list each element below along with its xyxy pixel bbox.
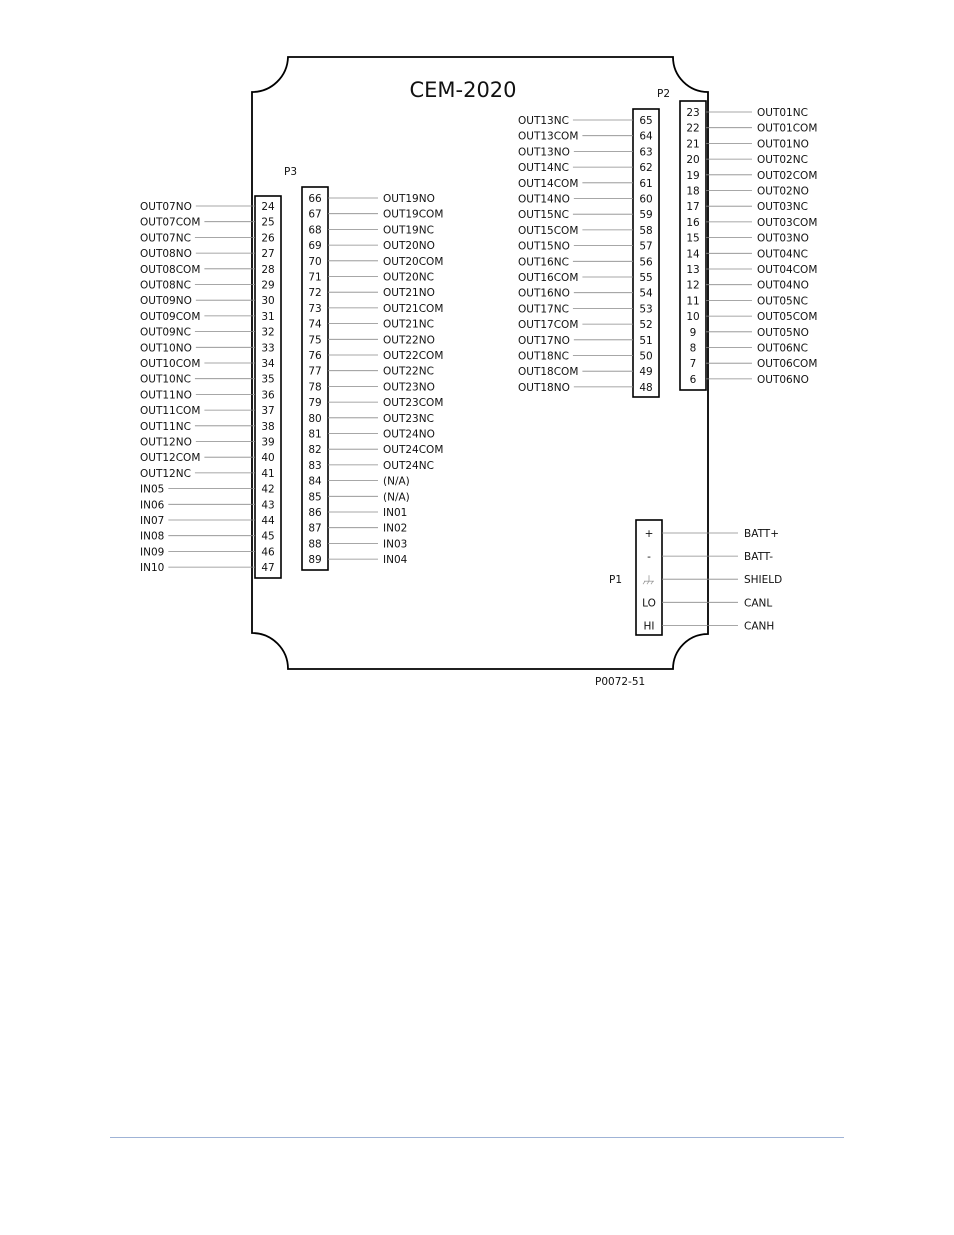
- pin-number: 10: [686, 311, 700, 324]
- pin-label: OUT02NO: [757, 185, 809, 198]
- pin-number: 52: [639, 319, 653, 332]
- pin-number: 44: [261, 515, 275, 527]
- pin-label: OUT20COM: [383, 255, 444, 268]
- pin-number: 87: [308, 522, 322, 535]
- pin-label: OUT15COM: [518, 224, 579, 237]
- pin-number: 37: [261, 405, 275, 418]
- pin-label: OUT07COM: [140, 216, 201, 229]
- pin-label: OUT23NC: [383, 412, 434, 425]
- pin-label: OUT10NO: [140, 342, 192, 355]
- pin-number: 69: [308, 240, 322, 253]
- pin-number: 14: [686, 248, 700, 261]
- pin-label: OUT19NC: [383, 224, 434, 237]
- pin-number: 13: [686, 264, 700, 276]
- pin-label: IN08: [140, 530, 165, 543]
- pin-label: OUT02NC: [757, 154, 808, 167]
- pin-number: 15: [686, 232, 700, 245]
- pin-number: 63: [639, 146, 653, 159]
- pin-number: 22: [686, 122, 700, 135]
- pin-number: HI: [643, 620, 655, 633]
- pin-label: OUT11NC: [140, 420, 191, 433]
- pin-number: 58: [639, 224, 653, 237]
- pin-label: OUT07NO: [140, 201, 192, 213]
- pin-number: 38: [261, 420, 275, 433]
- pin-label: CANH: [744, 620, 775, 633]
- pin-number: 82: [308, 444, 322, 457]
- pin-label: OUT18NC: [518, 350, 569, 363]
- pin-label: OUT11NO: [140, 389, 192, 402]
- pin-label: OUT16NC: [518, 256, 569, 269]
- pin-label: SHIELD: [744, 574, 783, 587]
- pin-label: OUT06NO: [757, 373, 809, 386]
- connector-p2-name: P2: [657, 88, 671, 100]
- device-title: CEM-2020: [409, 78, 517, 102]
- pin-label: OUT24COM: [383, 444, 444, 457]
- pin-number: 17: [686, 201, 700, 214]
- pin-label: OUT02COM: [757, 169, 818, 182]
- pin-number: 12: [686, 279, 700, 292]
- pin-number: 59: [639, 209, 653, 222]
- connector-p3-name: P3: [284, 166, 298, 178]
- pin-label: IN09: [140, 546, 165, 559]
- pin-label: OUT09NC: [140, 326, 191, 339]
- pin-number: 20: [686, 154, 700, 167]
- pin-number: 70: [308, 255, 322, 268]
- pin-label: OUT12NC: [140, 467, 191, 480]
- pin-label: OUT03NO: [757, 232, 809, 245]
- pin-number: 34: [261, 358, 275, 370]
- pin-number: 31: [261, 310, 275, 323]
- pin-number: 85: [308, 491, 322, 504]
- pin-label: OUT06NC: [757, 342, 808, 355]
- pin-label: OUT21NC: [383, 318, 434, 331]
- pin-label: OUT17NO: [518, 334, 570, 347]
- pin-number: 8: [689, 342, 697, 355]
- pin-label: OUT08NO: [140, 248, 192, 261]
- pin-label: BATT+: [744, 528, 780, 540]
- pin-number: 66: [308, 193, 322, 205]
- pin-label: IN02: [383, 522, 408, 535]
- pin-label: OUT05COM: [757, 311, 818, 324]
- pin-label: IN04: [383, 554, 408, 567]
- pin-label: IN03: [383, 538, 408, 551]
- pin-number: 55: [639, 272, 653, 284]
- pin-number: 56: [639, 256, 653, 269]
- pin-label: OUT24NC: [383, 459, 434, 472]
- pin-number: 89: [308, 554, 322, 567]
- pin-number: 81: [308, 428, 322, 441]
- pin-label: OUT19COM: [383, 208, 444, 221]
- pin-label: OUT14NO: [518, 193, 570, 206]
- pin-number: 6: [689, 373, 697, 386]
- pin-label: OUT22COM: [383, 350, 444, 362]
- chassis-ground-icon: [643, 575, 654, 584]
- pin-number: 40: [261, 452, 275, 465]
- pin-number: 36: [261, 389, 275, 402]
- pin-number: 54: [639, 287, 653, 300]
- pin-label: OUT08COM: [140, 263, 201, 276]
- pin-number: 51: [639, 334, 653, 347]
- pin-label: OUT05NC: [757, 295, 808, 308]
- pin-number: 48: [639, 381, 653, 394]
- pin-number: 28: [261, 263, 275, 276]
- pin-number: 83: [308, 459, 322, 472]
- pin-number: 27: [261, 248, 275, 261]
- pin-number: 39: [261, 436, 275, 449]
- pin-label: OUT21NO: [383, 287, 435, 300]
- pin-number: 68: [308, 224, 322, 237]
- pin-number: 23: [686, 107, 700, 119]
- pin-number: -: [647, 551, 651, 564]
- pin-label: OUT15NC: [518, 209, 569, 222]
- pin-label: CANL: [744, 597, 773, 610]
- pin-label: OUT12COM: [140, 452, 201, 465]
- pin-label: OUT06COM: [757, 358, 818, 371]
- pin-number: 49: [639, 366, 653, 379]
- pin-number: 25: [261, 216, 275, 229]
- pin-number: 79: [308, 397, 322, 410]
- pin-number: 53: [639, 303, 653, 316]
- pin-label: OUT13NC: [518, 115, 569, 127]
- pin-label: OUT10NC: [140, 373, 191, 386]
- pin-label: OUT18NO: [518, 381, 570, 394]
- pin-label: OUT22NO: [383, 334, 435, 347]
- pin-label: IN01: [383, 507, 408, 519]
- pin-number: 9: [689, 326, 697, 339]
- pin-label: OUT10COM: [140, 358, 201, 370]
- pin-number: 65: [639, 115, 653, 127]
- pin-label: BATT-: [744, 551, 774, 564]
- pin-number: 57: [639, 240, 653, 253]
- pin-label: OUT13COM: [518, 130, 579, 143]
- pin-number: 18: [686, 185, 700, 198]
- pin-label: OUT17NC: [518, 303, 569, 316]
- pin-number: 88: [308, 538, 322, 551]
- pin-number: 86: [308, 507, 322, 519]
- pin-label: IN05: [140, 483, 165, 496]
- pin-number: 32: [261, 326, 275, 339]
- pin-number: 84: [308, 475, 322, 488]
- pin-number: 60: [639, 193, 653, 206]
- pin-label: OUT23NO: [383, 381, 435, 394]
- pin-number: 71: [308, 271, 322, 284]
- pin-number: 78: [308, 381, 322, 394]
- pin-label: OUT09NO: [140, 295, 192, 308]
- pin-label: OUT07NC: [140, 232, 191, 245]
- pin-label: OUT20NC: [383, 271, 434, 284]
- pin-label: OUT01NC: [757, 107, 808, 119]
- pin-label: OUT11COM: [140, 405, 201, 418]
- pin-number: 76: [308, 350, 322, 362]
- pin-number: 41: [261, 467, 275, 480]
- pin-label: OUT22NC: [383, 365, 434, 378]
- pin-label: OUT04COM: [757, 264, 818, 276]
- pin-label: OUT17COM: [518, 319, 579, 332]
- pin-number: 29: [261, 279, 275, 292]
- pin-number: 62: [639, 162, 653, 175]
- pin-label: OUT04NC: [757, 248, 808, 261]
- pin-number: 47: [261, 562, 275, 575]
- pin-number: 74: [308, 318, 322, 331]
- pin-label: OUT21COM: [383, 302, 444, 315]
- pin-number: 45: [261, 530, 275, 543]
- pin-number: 33: [261, 342, 275, 355]
- pin-label: OUT16COM: [518, 272, 579, 284]
- pin-number: 43: [261, 499, 275, 512]
- pin-label: IN10: [140, 562, 165, 575]
- pin-number: 30: [261, 295, 275, 308]
- pin-label: (N/A): [383, 491, 410, 504]
- pin-label: OUT20NO: [383, 240, 435, 253]
- pin-number: 64: [639, 130, 653, 143]
- pin-number: 50: [639, 350, 653, 363]
- pin-label: OUT01COM: [757, 122, 818, 135]
- pin-number: 24: [261, 201, 275, 213]
- pin-label: OUT03NC: [757, 201, 808, 214]
- pin-number: 46: [261, 546, 275, 559]
- pin-number: 42: [261, 483, 275, 496]
- pin-label: OUT01NO: [757, 138, 809, 151]
- pin-number: 72: [308, 287, 322, 300]
- pin-label: (N/A): [383, 475, 410, 488]
- pin-number: 77: [308, 365, 322, 378]
- pin-number: 26: [261, 232, 275, 245]
- pin-number: 21: [686, 138, 700, 151]
- pin-number: 67: [308, 208, 322, 221]
- pin-label: OUT05NO: [757, 326, 809, 339]
- pin-label: IN07: [140, 515, 165, 527]
- pin-number: 19: [686, 169, 700, 182]
- pin-label: OUT24NO: [383, 428, 435, 441]
- pin-label: OUT08NC: [140, 279, 191, 292]
- pin-label: IN06: [140, 499, 165, 512]
- pin-label: OUT04NO: [757, 279, 809, 292]
- pin-number: 80: [308, 412, 322, 425]
- connector-p1-name: P1: [609, 574, 623, 586]
- pin-number: 35: [261, 373, 275, 386]
- pin-number: 61: [639, 177, 653, 190]
- pin-label: OUT09COM: [140, 310, 201, 323]
- pin-number: 16: [686, 216, 700, 229]
- pin-label: OUT03COM: [757, 216, 818, 229]
- pin-number: 7: [689, 358, 697, 371]
- figure-id: P0072-51: [595, 676, 646, 688]
- pin-number: LO: [642, 597, 656, 610]
- pin-label: OUT14NC: [518, 162, 569, 175]
- pin-label: OUT14COM: [518, 177, 579, 190]
- pin-label: OUT16NO: [518, 287, 570, 300]
- pin-label: OUT13NO: [518, 146, 570, 159]
- pin-number: 73: [308, 302, 322, 315]
- footer-rule: [110, 1137, 844, 1138]
- pin-label: OUT23COM: [383, 397, 444, 410]
- pin-number: 75: [308, 334, 322, 347]
- pin-label: OUT19NO: [383, 193, 435, 205]
- pin-label: OUT12NO: [140, 436, 192, 449]
- pin-label: OUT15NO: [518, 240, 570, 253]
- pin-number: +: [644, 528, 654, 540]
- pin-number: 11: [686, 295, 700, 308]
- pin-label: OUT18COM: [518, 366, 579, 379]
